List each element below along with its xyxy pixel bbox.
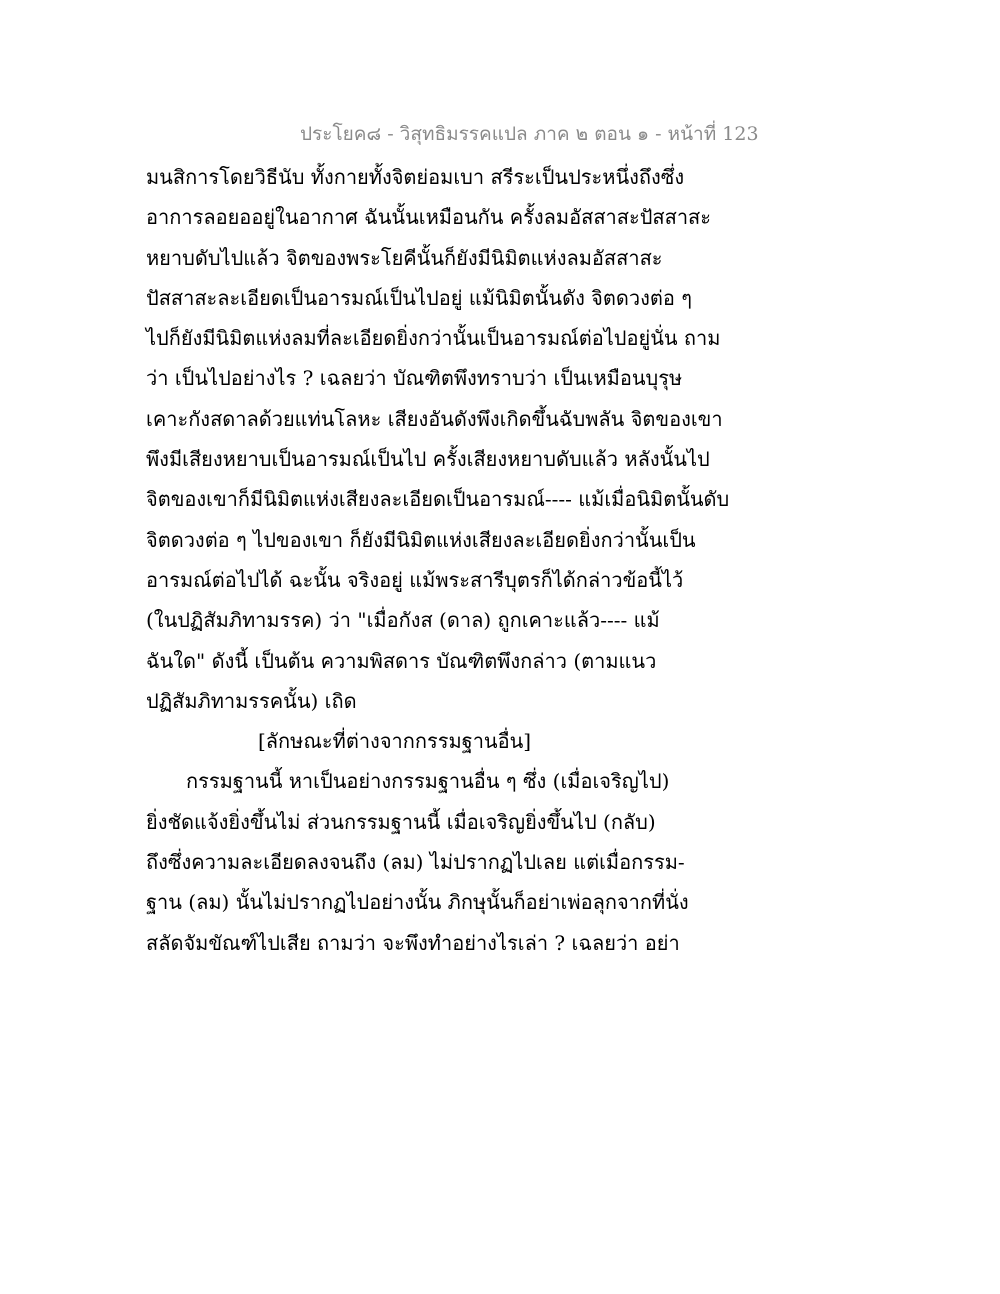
body-text [146,157,730,963]
text-line: ฐาน (ลม) นั้นไม่ปรากฏไปอย่างนั้น ภิกษุนั้นก็อย่าเพ่อลุกจากที่นั่ง [146,890,689,915]
text-line: (ในปฏิสัมภิทามรรค) ว่า "เมื่อกังส (ดาล) ถูกเคาะแล้ว---- แม้ [146,608,660,633]
text-line: อารมณ์ต่อไปได้ ฉะนั้น จริงอยู่ แม้พระสารีบุตรก็ได้กล่าวข้อนี้ไว้ [146,567,684,592]
text-line: ว่า เป็นไปอย่างไร ? เฉลยว่า บัณฑิตพึงทราบว่า เป็นเหมือนบุรุษ [146,366,683,391]
text-line: เคาะกังสดาลด้วยแท่นโลหะ เสียงอันดังพึงเกิดขึ้นฉับพลัน จิตของเขา [146,406,723,431]
section-heading: [ลักษณะที่ต่างจากกรรมฐานอื่น] [258,729,532,754]
text-line: พึงมีเสียงหยาบเป็นอารมณ์เป็นไป ครั้งเสียงหยาบดับแล้ว หลังนั้นไป [146,447,710,472]
text-line: ปฏิสัมภิทามรรคนั้น) เถิด [146,688,357,713]
text-line: หยาบดับไปแล้ว จิตของพระโยคีนั้นก็ยังมีนิมิตแห่งลมอัสสาสะ [146,245,663,270]
text-line: มนสิการโดยวิธีนับ ทั้งกายทั้งจิตย่อมเบา สรีระเป็นประหนึ่งถึงซึ่ง [146,165,685,189]
text-line: จิตของเขาก็มีนิมิตแห่งเสียงละเอียดเป็นอารมณ์---- แม้เมื่อนิมิตนั้นดับ [146,487,730,512]
text-line: ถึงซึ่งความละเอียดลงจนถึง (ลม) ไม่ปรากฏไปเลย แต่เมื่อกรรม- [146,850,685,875]
text-line: อาการลอยออยู่ในอากาศ ฉันนั้นเหมือนกัน ครั้งลมอัสสาสะปัสสาสะ [146,205,712,230]
running-header: ประโยค๘ - วิสุทธิมรรคแปล ภาค ๒ ตอน ๑ - หน้าที่ 123 [300,123,759,145]
text-line: จิตดวงต่อ ๆ ไปของเขา ก็ยังมีนิมิตแห่งเสียงละเอียดยิ่งกว่านั้นเป็น [146,527,696,552]
text-line: ปัสสาสะละเอียดเป็นอารมณ์เป็นไปอยู่ แม้นิมิตนั้นดัง จิตดวงต่อ ๆ [146,285,692,310]
text-line: ไปก็ยังมีนิมิตแห่งลมที่ละเอียดยิ่งกว่านั้นเป็นอารมณ์ต่อไปอยู่นั่น ถาม [146,326,721,351]
text-line: ยิ่งชัดแจ้งยิ่งขึ้นไม่ ส่วนกรรมฐานนี้ เมื่อเจริญยิ่งขึ้นไป (กลับ) [146,809,656,834]
text-line: ฉันใด" ดังนี้ เป็นต้น ความพิสดาร บัณฑิตพึงกล่าว (ตามแนว [146,648,657,673]
paragraph-first-line: กรรมฐานนี้ หาเป็นอย่างกรรมฐานอื่น ๆ ซึ่ง (เมื่อเจริญไป) [186,769,670,794]
text-line: สลัดจัมขัณฑ์ไปเสีย ถามว่า จะพึงทำอย่างไรเล่า ? เฉลยว่า อย่า [146,930,680,955]
